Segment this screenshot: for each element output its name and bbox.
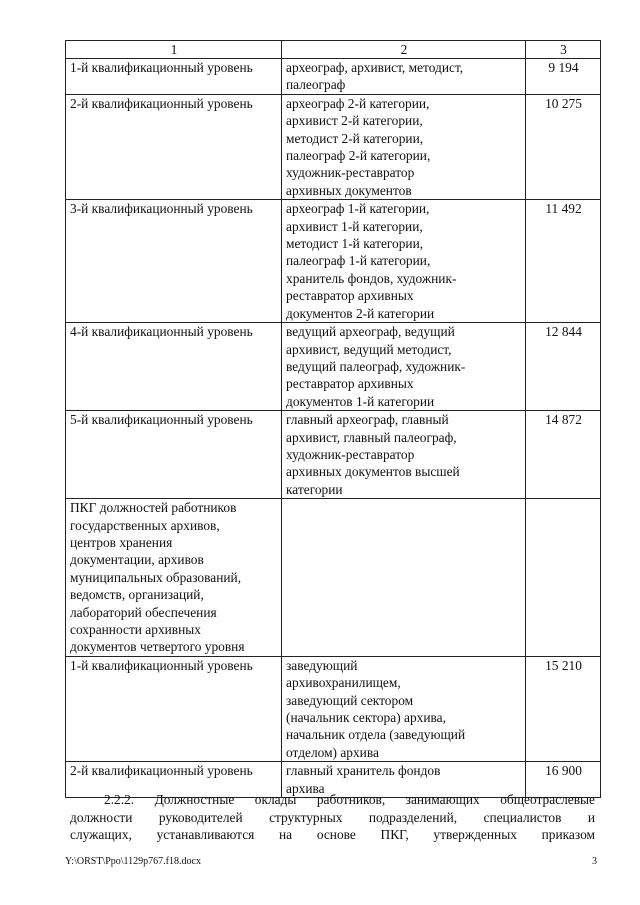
salary-table xyxy=(65,40,601,798)
qualification-level-cell: 2-й квалификационный уровень xyxy=(66,762,282,798)
positions-cell: ведущий археограф, ведущий архивист, ведущий методист, ведущий палеограф, художник- реставратор архивных документов 1-й категории xyxy=(282,323,526,411)
table-row xyxy=(66,200,601,323)
positions-cell: археограф, архивист, методист, палеограф xyxy=(282,59,526,95)
salary-cell: 14 872 xyxy=(526,411,601,499)
table-header-row xyxy=(66,41,601,59)
salary-cell: 9 194 xyxy=(526,59,601,95)
salary-cell xyxy=(526,499,601,657)
salary-cell: 12 844 xyxy=(526,323,601,411)
paragraph-2-2-2 xyxy=(70,791,595,844)
column-header-1: 1 xyxy=(66,41,282,59)
qualification-level-cell: 1-й квалификационный уровень xyxy=(66,656,282,761)
page-number: 3 xyxy=(592,856,597,867)
table-row xyxy=(66,411,601,499)
paragraph-line: должности руководителей структурных подразделений, специалистов и xyxy=(70,809,595,825)
positions-cell: главный хранитель фондов архива xyxy=(282,762,526,798)
qualification-level-cell: 4-й квалификационный уровень xyxy=(66,323,282,411)
positions-cell xyxy=(282,499,526,657)
paragraph-line: 2.2.2. Должностные оклады работников, занимающих общеотраслевые xyxy=(104,792,595,807)
paragraph-line: служащих, устанавливаются на основе ПКГ, утвержденных приказом xyxy=(70,827,595,843)
positions-cell: заведующий архивохранилищем, заведующий сектором (начальник сектора) архива, начальник отдела (заведующий отделом) архива xyxy=(282,656,526,761)
positions-cell: главный археограф, главный архивист, главный палеограф, художник-реставратор архивных документов высшей категории xyxy=(282,411,526,499)
table-row xyxy=(66,59,601,95)
positions-cell: археограф 1-й категории, архивист 1-й категории, методист 1-й категории, палеограф 1-й категории, хранитель фондов, художник- реставратор архивных документов 2-й категории xyxy=(282,200,526,323)
salary-cell: 15 210 xyxy=(526,656,601,761)
group-title-cell: ПКГ должностей работников государственных архивов, центров хранения документации, архивов муниципальных образований, ведомств, организаций, лабораторий обеспечения сохранности архивных документов четвертого уровня xyxy=(66,499,282,657)
qualification-level-cell: 2-й квалификационный уровень xyxy=(66,94,282,199)
table-row xyxy=(66,656,601,761)
salary-cell: 10 275 xyxy=(526,94,601,199)
column-header-2: 2 xyxy=(282,41,526,59)
salary-cell: 11 492 xyxy=(526,200,601,323)
table-row xyxy=(66,94,601,199)
qualification-level-cell: 5-й квалификационный уровень xyxy=(66,411,282,499)
table-row xyxy=(66,323,601,411)
table-section-row xyxy=(66,499,601,657)
qualification-level-cell: 3-й квалификационный уровень xyxy=(66,200,282,323)
qualification-level-cell: 1-й квалификационный уровень xyxy=(66,59,282,95)
file-path: Y:\ORST\Ppo\1129p767.f18.docx xyxy=(65,856,201,867)
column-header-3: 3 xyxy=(526,41,601,59)
salary-cell: 16 900 xyxy=(526,762,601,798)
positions-cell: археограф 2-й категории, архивист 2-й категории, методист 2-й категории, палеограф 2-й категории, художник-реставратор архивных документов xyxy=(282,94,526,199)
